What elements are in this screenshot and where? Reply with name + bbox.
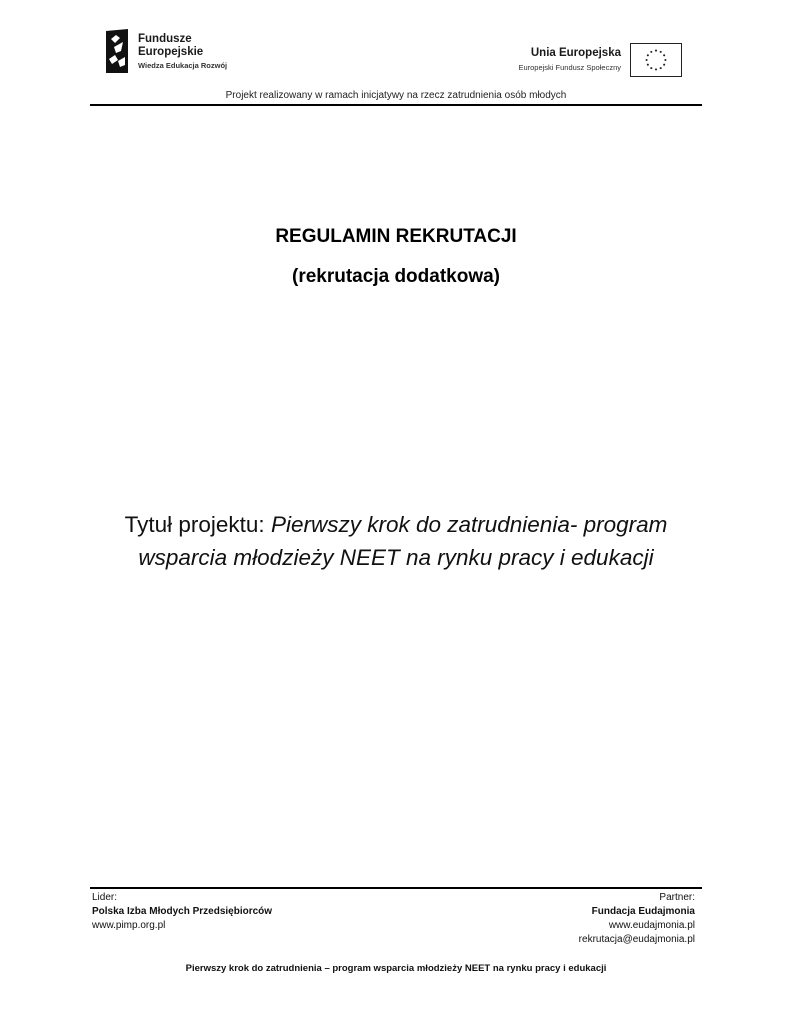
eu-flag-star-icon: [664, 59, 666, 61]
eu-flag-star-icon: [663, 64, 665, 66]
fundusze-europejskie-text: [138, 34, 227, 70]
fe-logo-line3: Wiedza Edukacja Rozwój: [138, 61, 228, 70]
partner-label: Partner:: [659, 892, 695, 903]
header-note: Projekt realizowany w ramach inicjatywy na rzecz zatrudnienia osób młodych: [225, 90, 567, 101]
project-title-line2: wsparcia młodzieży NEET na rynku pracy i edukacji: [138, 545, 654, 570]
partner-email[interactable]: rekrutacja@eudajmonia.pl: [578, 934, 695, 945]
unia-europejska-text: [518, 47, 621, 72]
partner-name: Fundacja Eudajmonia: [591, 906, 695, 917]
leader-website[interactable]: www.pimp.org.pl: [92, 920, 166, 931]
eu-flag-icon: [630, 43, 682, 77]
eu-flag-star-icon: [650, 67, 652, 69]
footer-divider: [90, 887, 702, 889]
footer-partner: [579, 891, 695, 947]
eu-flag-star-icon: [647, 54, 649, 56]
eu-flag-star-icon: [650, 51, 652, 53]
ue-logo-line1: Unia Europejska: [530, 47, 621, 59]
fe-logo-line2: Europejskie: [138, 45, 204, 58]
ue-logo-line2: Europejski Fundusz Społeczny: [518, 63, 621, 72]
eu-flag-star-icon: [660, 51, 662, 53]
eu-flag-star-icon: [655, 50, 657, 52]
header-divider: [90, 104, 702, 106]
eu-flag-star-icon: [646, 59, 648, 61]
project-label: Tytuł projektu:: [124, 512, 265, 537]
unia-europejska-logo: [500, 43, 685, 79]
project-title-line1: Pierwszy krok do zatrudnienia- program: [270, 512, 668, 537]
footer-project-line: Pierwszy krok do zatrudnienia – program wsparcia młodzieży NEET na rynku pracy i edukacji: [185, 963, 607, 974]
fundusze-europejskie-logo: [106, 29, 241, 75]
fundusze-europejskie-mark-icon: [106, 29, 128, 73]
leader-name: Polska Izba Młodych Przedsiębiorców: [92, 906, 273, 917]
partner-website[interactable]: www.eudajmonia.pl: [608, 920, 695, 931]
eu-flag-star-icon: [647, 64, 649, 66]
footer-leader: [92, 891, 272, 933]
eu-flag-star-icon: [663, 54, 665, 56]
fe-logo-line1: Fundusze: [138, 33, 192, 45]
eu-flag-star-icon: [660, 67, 662, 69]
project-title-block: [60, 508, 732, 574]
eu-flag-star-icon: [655, 68, 657, 70]
leader-label: Lider:: [92, 892, 118, 903]
document-subtitle: (rekrutacja dodatkowa): [292, 266, 500, 287]
document-title: REGULAMIN REKRUTACJI: [275, 226, 517, 247]
